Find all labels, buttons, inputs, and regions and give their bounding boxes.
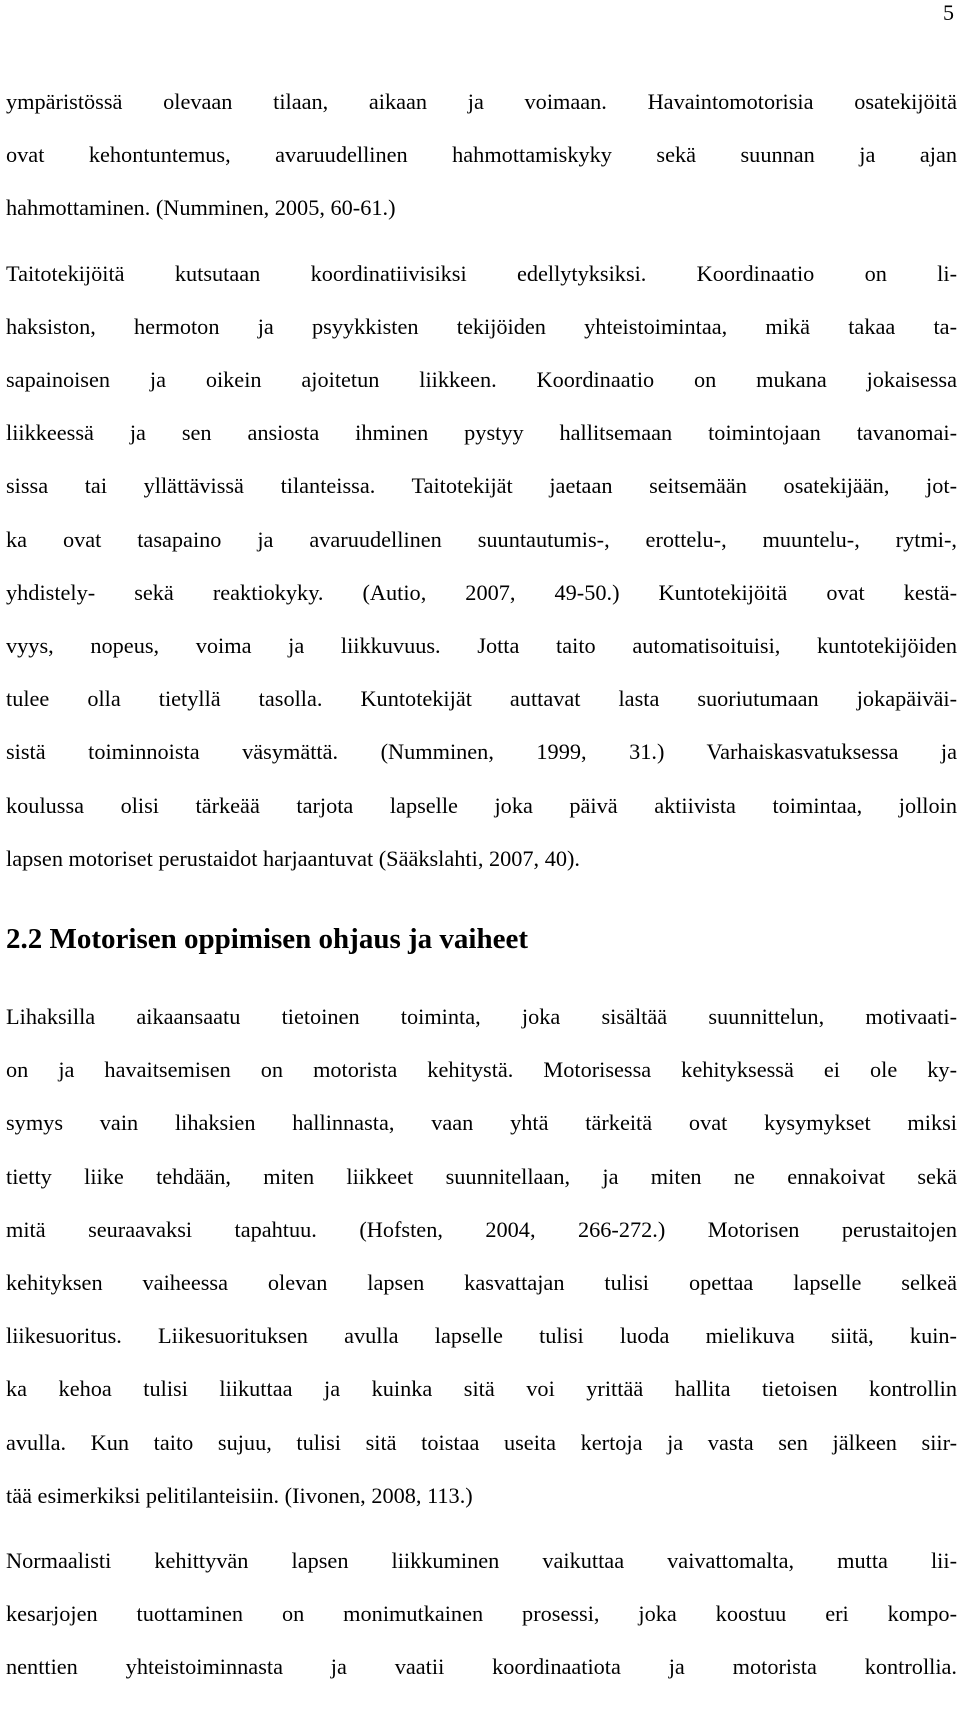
- text-line: liikkeessä ja sen ansiosta ihminen pystyy hallitsemaan toimintojaan tavanomai-: [6, 420, 957, 446]
- text-line: lapsen motoriset perustaidot harjaantuvat (Sääkslahti, 2007, 40).: [6, 845, 581, 871]
- paragraph-3: [6, 990, 957, 1522]
- text-line: sissa tai yllättävissä tilanteissa. Taitotekijät jaetaan seitsemään osatekijään, jot-: [6, 473, 957, 499]
- text-line: tulee olla tietyllä tasolla. Kuntotekijät auttavat lasta suoriutumaan jokapäiväi-: [6, 686, 957, 712]
- text-line: ovat kehontuntemus, avaruudellinen hahmottamiskyky sekä suunnan ja ajan: [6, 142, 957, 168]
- section-heading: 2.2 Motorisen oppimisen ohjaus ja vaiheet: [6, 923, 528, 956]
- text-line: sapainoisen ja oikein ajoitetun liikkeen. Koordinaatio on mukana jokaisessa: [6, 367, 957, 393]
- text-line: kesarjojen tuottaminen on monimutkainen prosessi, joka koostuu eri kompo-: [6, 1601, 957, 1627]
- paragraph-2: [6, 247, 957, 885]
- text-line: ka ovat tasapaino ja avaruudellinen suuntautumis-, erottelu-, muuntelu-, rytmi-,: [6, 526, 957, 552]
- text-line: kehityksen vaiheessa olevan lapsen kasvattajan tulisi opettaa lapselle selkeä: [6, 1270, 957, 1296]
- paragraph-1: [6, 75, 957, 235]
- text-line: haksiston, hermoton ja psyykkisten tekijöiden yhteistoimintaa, mikä takaa ta-: [6, 313, 957, 339]
- text-line: ka kehoa tulisi liikuttaa ja kuinka sitä voi yrittää hallita tietoisen kontrollin: [6, 1376, 957, 1402]
- text-line: koulussa olisi tärkeää tarjota lapselle joka päivä aktiivista toimintaa, jolloin: [6, 792, 957, 818]
- text-line: liikesuoritus. Liikesuorituksen avulla lapselle tulisi luoda mielikuva siitä, kuin-: [6, 1323, 957, 1349]
- text-line: mitä seuraavaksi tapahtuu. (Hofsten, 2004, 266-272.) Motorisen perustaitojen: [6, 1216, 957, 1242]
- page-number: 5: [943, 0, 954, 25]
- text-line: Lihaksilla aikaansaatu tietoinen toiminta, joka sisältää suunnittelun, motivaati-: [6, 1004, 957, 1030]
- text-line: yhdistely- sekä reaktiokyky. (Autio, 2007, 49-50.) Kuntotekijöitä ovat kestä-: [6, 579, 957, 605]
- text-line: symys vain lihaksien hallinnasta, vaan yhtä tärkeitä ovat kysymykset miksi: [6, 1110, 957, 1136]
- text-line: ympäristössä olevaan tilaan, aikaan ja voimaan. Havaintomotorisia osatekijöitä: [6, 89, 957, 114]
- text-line: tää esimerkiksi pelitilanteisiin. (Iivonen, 2008, 113.): [6, 1482, 473, 1508]
- text-line: Normaalisti kehittyvän lapsen liikkuminen vaikuttaa vaivattomalta, mutta lii-: [6, 1548, 957, 1574]
- text-line: avulla. Kun taito sujuu, tulisi sitä toistaa useita kertoja ja vasta sen jälkeen siir-: [6, 1429, 957, 1455]
- paragraph-4: [6, 1534, 957, 1694]
- text-line: vyys, nopeus, voima ja liikkuvuus. Jotta taito automatisoituisi, kuntotekijöiden: [6, 633, 957, 659]
- text-line: hahmottaminen. (Numminen, 2005, 60-61.): [6, 195, 396, 221]
- text-line: tietty liike tehdään, miten liikkeet suunnitellaan, ja miten ne ennakoivat sekä: [6, 1163, 957, 1189]
- text-line: Taitotekijöitä kutsutaan koordinatiivisiksi edellytyksiksi. Koordinaatio on li-: [6, 260, 957, 286]
- document-body: [6, 75, 957, 1694]
- text-line: sistä toiminnoista väsymättä. (Numminen, 1999, 31.) Varhaiskasvatuksessa ja: [6, 739, 957, 765]
- text-line: on ja havaitsemisen on motorista kehitystä. Motorisessa kehityksessä ei ole ky-: [6, 1057, 957, 1083]
- text-line: nenttien yhteistoiminnasta ja vaatii koordinaatiota ja motorista kontrollia.: [6, 1654, 957, 1680]
